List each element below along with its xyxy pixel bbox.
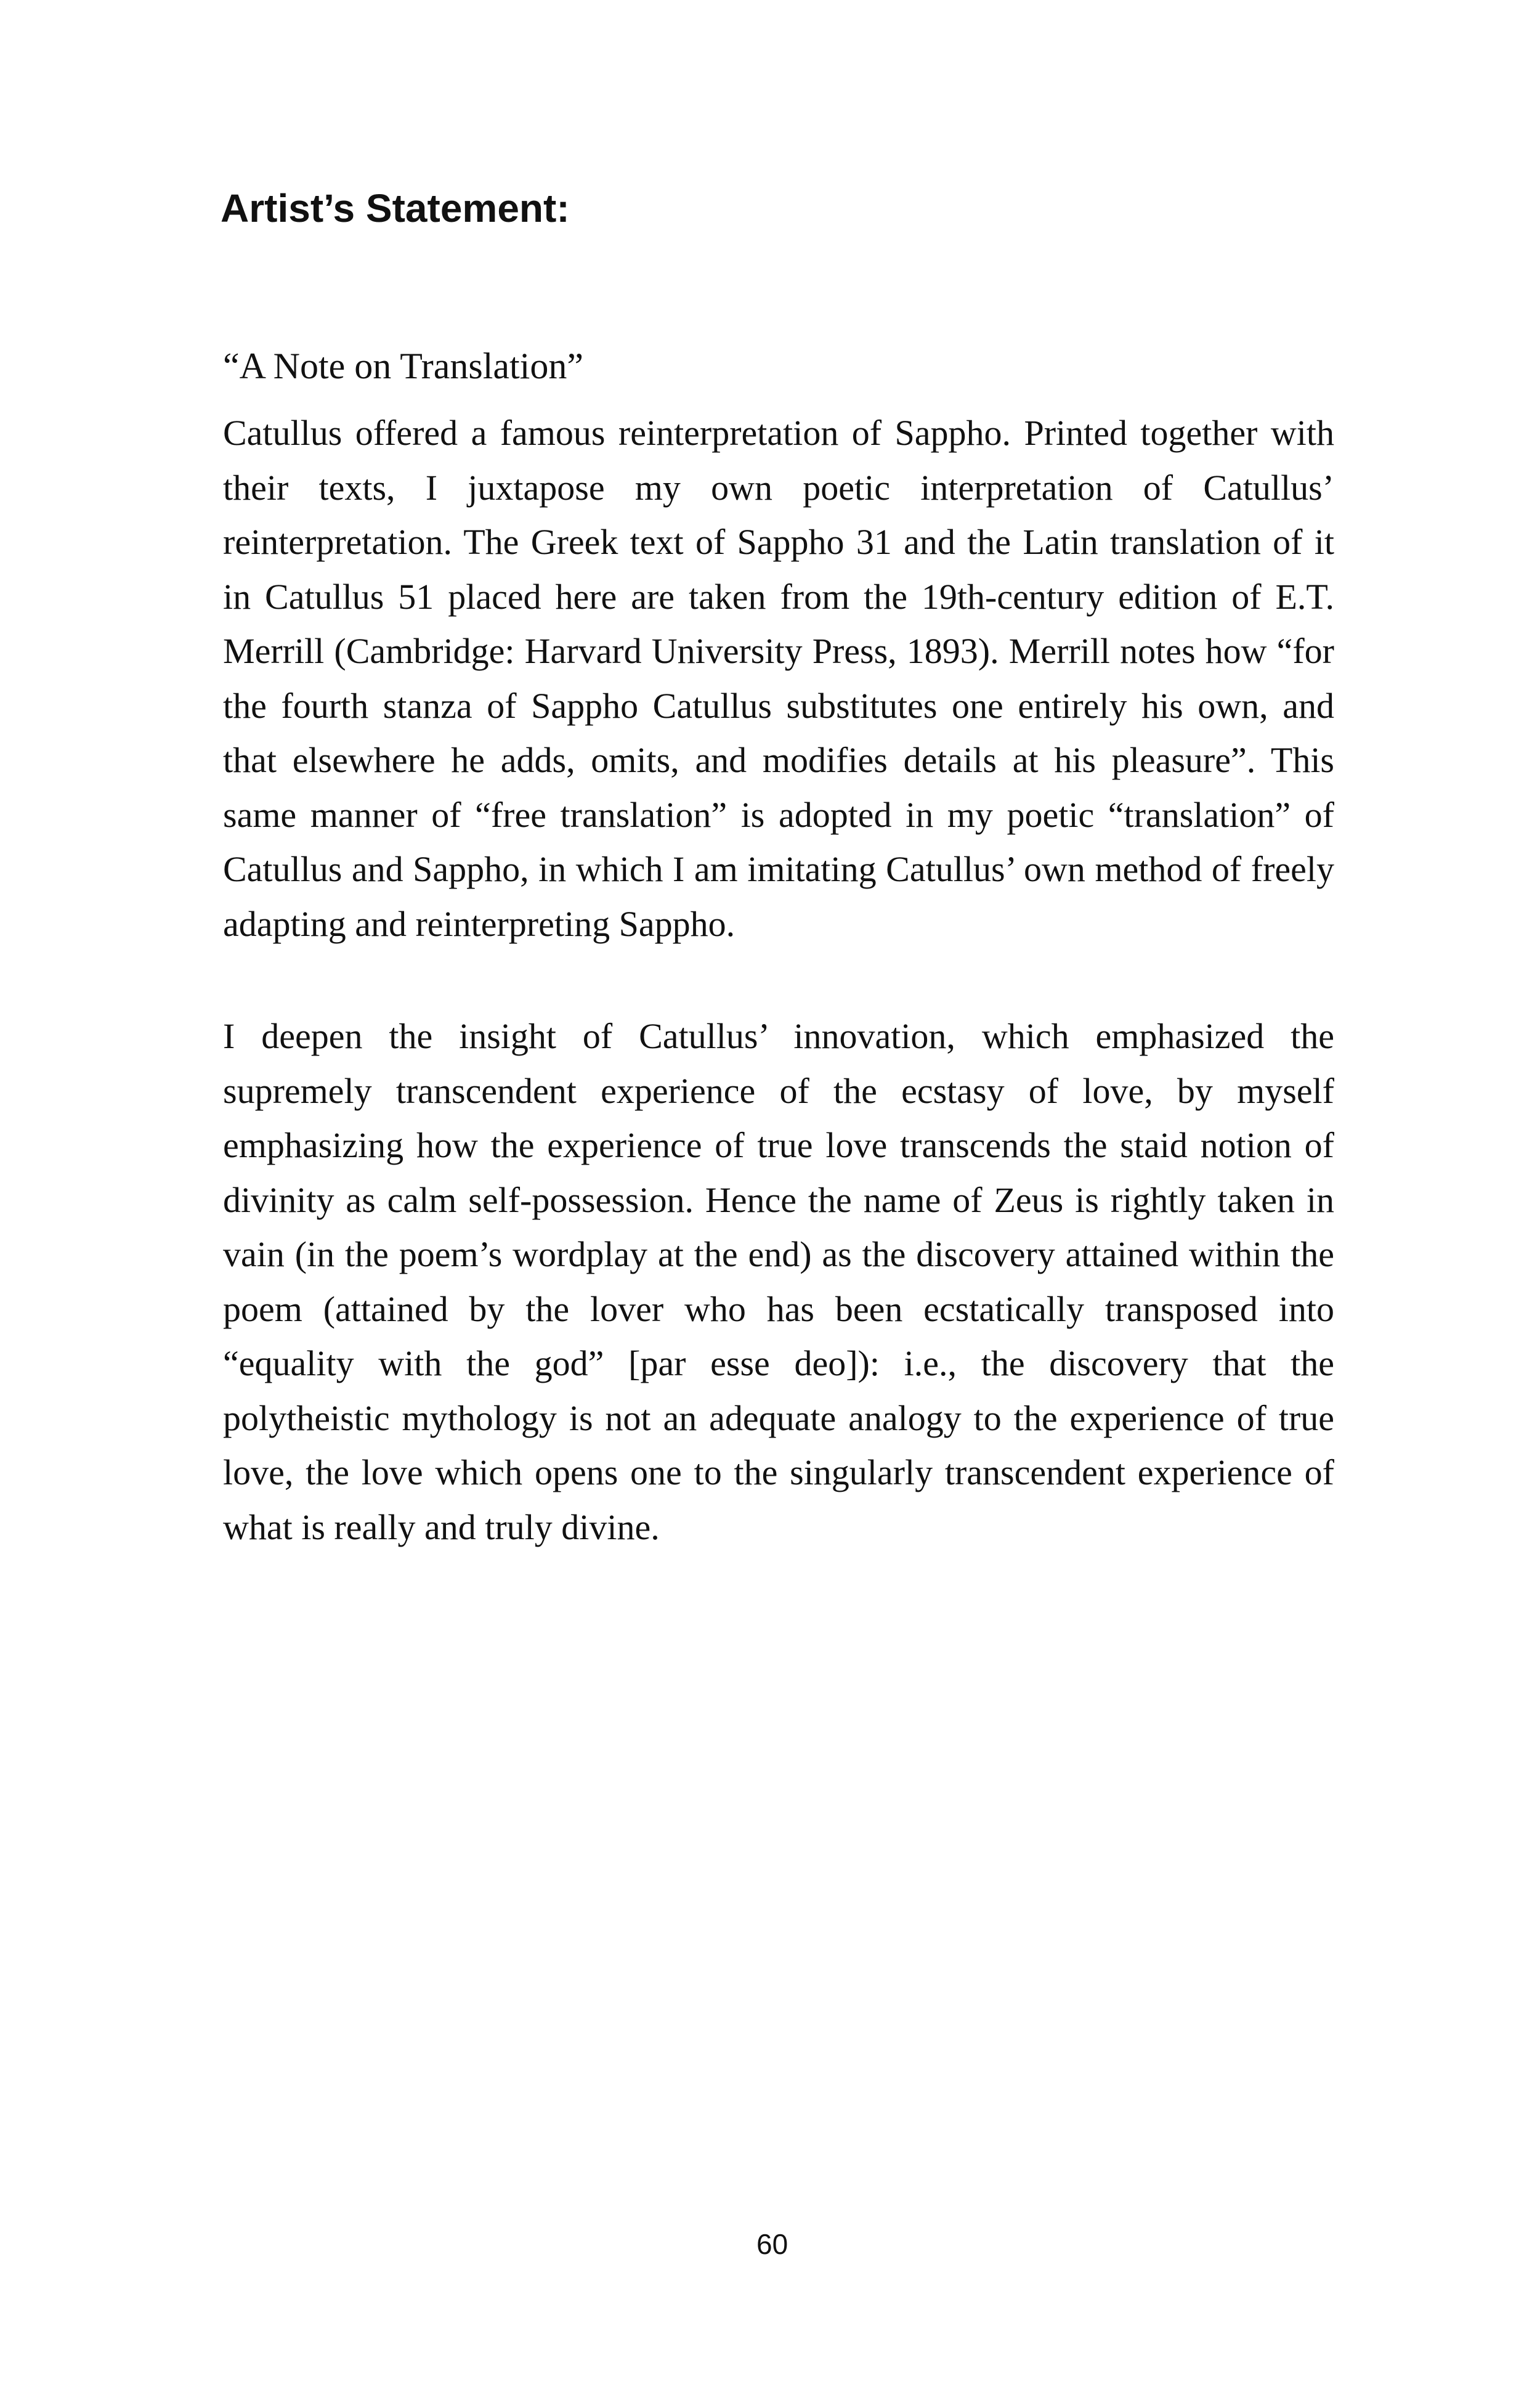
page-number: 60	[756, 2228, 788, 2260]
page-heading: Artist’s Statement:	[221, 186, 570, 230]
body-paragraph: Catullus offered a famous reinterpretation of Sappho. Printed together with their texts, I juxtapose my own poetic interpretation of Catullus’ reinterpretation. The Greek text of Sappho 31 and the Latin translation of it in Catullus 51 placed here are taken from the 19th-century edition of E.T. Merrill (Cambridge: Harvard University Press, 1893). Merrill notes how “for the fourth stanza of Sappho Catullus substitutes one entirely his own, and that elsewhere he adds, omits, and modifies details at his pleasure”. This same manner of “free translation” is adopted in my poetic “translation” of Catullus and Sappho, in which I am imitating Catullus’ own method of freely adapting and reinterpreting Sappho.	[223, 413, 1334, 944]
section-title: “A Note on Translation”	[223, 346, 583, 386]
body-paragraph: I deepen the insight of Catullus’ innovation, which emphasized the supremely transcendent experience of the ecstasy of love, by myself emphasizing how the experience of true love transcends the staid notion of divinity as calm self-possession. Hence the name of Zeus is rightly taken in vain (in the poem’s wordplay at the end) as the discovery attained within the poem (attained by the lover who has been ecstatically transposed into “equality with the god” [par esse deo]): i.e., the discovery that the polytheistic mythology is not an adequate analogy to the experience of true love, the love which opens one to the singularly transcendent experience of what is really and truly divine.	[223, 1016, 1334, 1547]
